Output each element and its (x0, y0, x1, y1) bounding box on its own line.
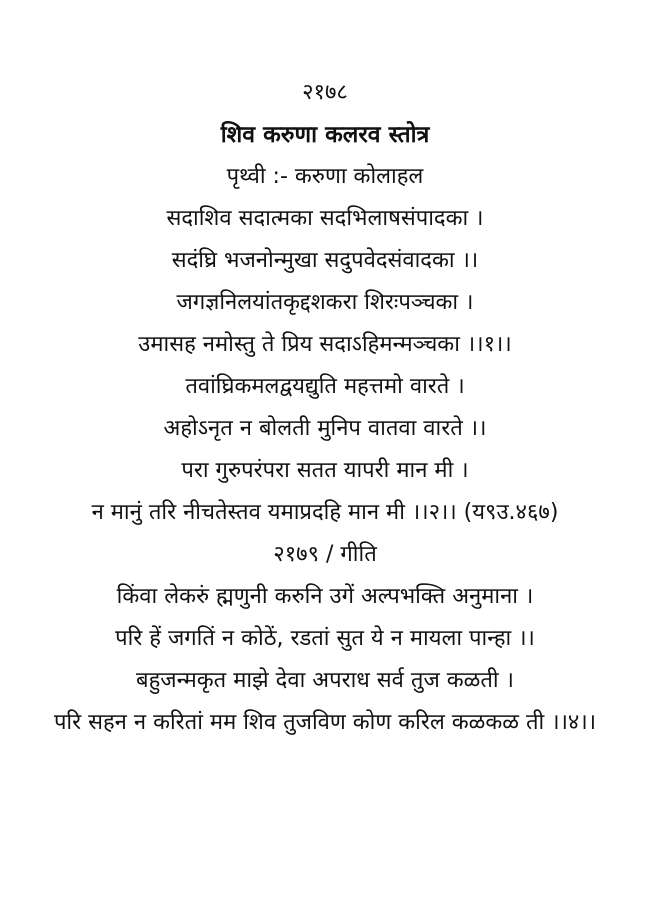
verse-line: परि हें जगतिं न कोठें, रडतां सुत ये न मायला पान्हा ।। (115, 626, 535, 651)
verse-line: तवांघ्रिकमलद्वयद्युति महत्तमो वारते । (185, 374, 465, 399)
verse-line: जगज्ञनिलयांतकृद्दशकरा शिरःपञ्चका । (176, 290, 474, 315)
verse-line: परा गुरुपरंपरा सतत यापरी मान मी । (181, 458, 469, 483)
document-page (0, 72, 650, 744)
page-title: शिव करुणा कलरव स्तोत्र (220, 122, 430, 148)
verse-line: सदाशिव सदात्मका सदभिलाषसंपादका । (166, 206, 484, 231)
verse-line: अहोऽनृत न बोलती मुनिप वातवा वारते ।। (163, 416, 487, 441)
verse-line: किंवा लेकरुं ह्मणुनी करुनि उगें अल्पभक्ति अनुमाना । (116, 584, 534, 609)
subtitle: पृथ्वी :- करुणा कोलाहल (226, 164, 424, 189)
verse-line: बहुजन्मकृत माझे देवा अपराध सर्व तुज कळती । (136, 668, 514, 693)
verse-line: न मानुं तरि नीचतेस्तव यमाप्रदहि मान मी ।।२।। (य९उ.४६७) (91, 500, 559, 525)
heading-number: २१७८ (302, 80, 348, 105)
verse-line: परि सहन न करितां मम शिव तुजविण कोण करिल कळकळ ती ।।४।। (53, 710, 597, 735)
verse-line: सदंघ्रि भजनोन्मुखा सदुपवेदसंवादका ।। (171, 248, 479, 273)
section-heading: २१७९ / गीति (273, 542, 377, 567)
verse-line: उमासह नमोस्तु ते प्रिय सदाऽहिमन्मञ्चका ।।१।। (138, 332, 512, 357)
